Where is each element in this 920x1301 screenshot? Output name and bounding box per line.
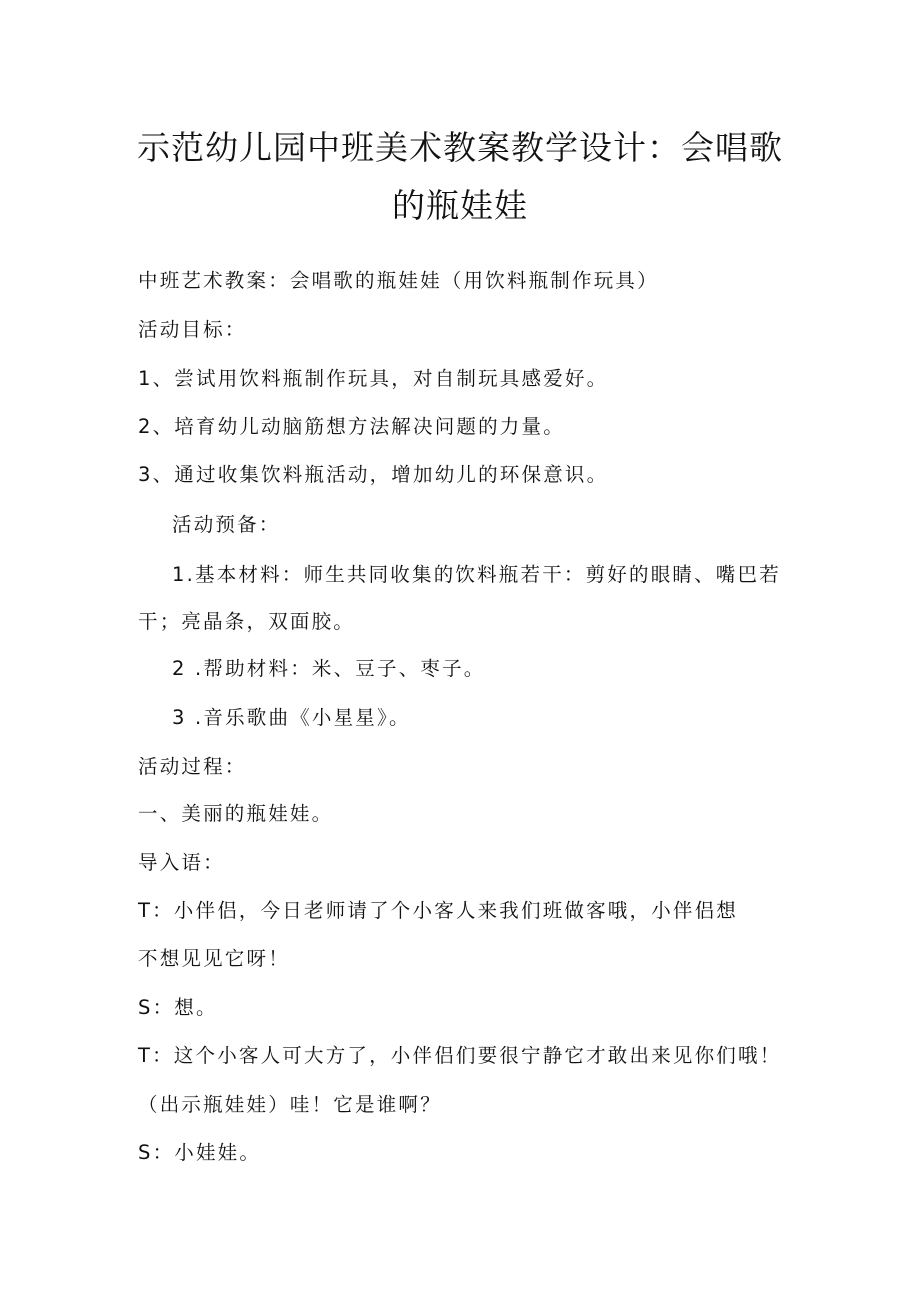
preparation-item-2: 2 .帮助材料：米、豆子、枣子。: [172, 657, 486, 680]
section-heading-goals: 活动目标：: [138, 318, 247, 341]
preparation-item-1-continued: 干；亮晶条，双面胶。: [138, 610, 356, 633]
preparation-item-1: 1.基本材料：师生共同收集的饮料瓶若干：剪好的眼睛、嘴巴若: [172, 563, 781, 586]
section-heading-process: 活动过程：: [138, 755, 247, 778]
dialogue-line-3-continued: （出示瓶娃娃）哇！它是谁啊？: [138, 1093, 442, 1116]
dialogue-line-2: S：想。: [138, 996, 218, 1019]
goal-item-2: 2、培育幼儿动脑筋想方法解决问题的力量。: [138, 415, 565, 438]
intro-label: 导入语：: [138, 851, 225, 874]
document-title-line-1: 示范幼儿园中班美术教案教学设计：会唱歌: [137, 128, 783, 167]
goal-item-3: 3、通过收集饮料瓶活动，增加幼儿的环保意识。: [138, 463, 609, 486]
dialogue-line-3: T：这个小客人可大方了，小伴侣们要很宁静它才敢出来见你们哦！: [138, 1044, 782, 1067]
dialogue-line-4: S：小娃娃。: [138, 1141, 262, 1164]
dialogue-line-1: T：小伴侣，今日老师请了个小客人来我们班做客哦，小伴侣想: [138, 899, 739, 922]
process-step-1: 一、美丽的瓶娃娃。: [138, 802, 334, 825]
document-title-line-2: 的瓶娃娃: [392, 186, 528, 225]
dialogue-line-1-continued: 不想见见它呀！: [138, 947, 290, 970]
goal-item-1: 1、尝试用饮料瓶制作玩具，对自制玩具感爱好。: [138, 367, 609, 390]
subtitle-line: 中班艺术教案：会唱歌的瓶娃娃（用饮料瓶制作玩具）: [138, 269, 659, 292]
preparation-item-3: 3 .音乐歌曲《小星星》。: [172, 706, 411, 729]
section-heading-preparation: 活动预备：: [172, 513, 281, 536]
